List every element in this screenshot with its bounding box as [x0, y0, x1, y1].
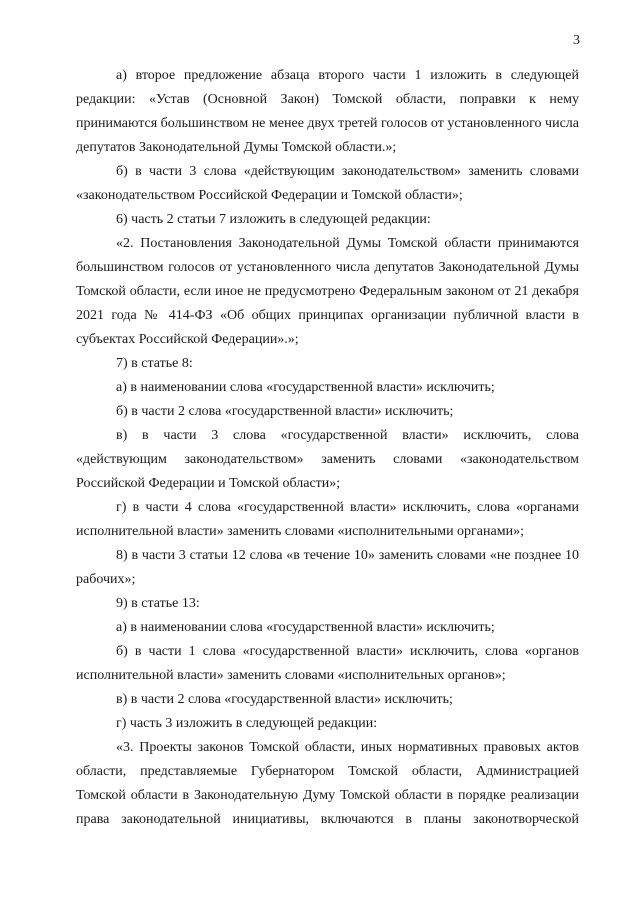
paragraph-8: 8) в части 3 статьи 12 слова «в течение 10» заменить словами «не позднее 10 рабочих»; — [76, 548, 579, 587]
paragraph-7d: г) в части 4 слова «государственной власти» исключить, слова «органами исполнительной власти» заменить словами «исполнительными органами»; — [76, 500, 579, 539]
paragraph-7b: б) в части 2 слова «государственной власти» исключить; — [116, 404, 454, 419]
paragraph-7c: в) в части 3 слова «государственной власти» исключить, слова «действующим законодательством» заменить словами «законодательством Российской Федерации и Томской области»; — [76, 428, 579, 491]
paragraph-3b: б) в части 3 слова «действующим законодательством» заменить словами «законодательством Российской Федерации и Томской области»; — [76, 164, 579, 203]
paragraph-9d-text: «3. Проекты законов Томской области, иных нормативных правовых актов области, представляемые Губернатором Томской области, Администрацией Томской области в Законодательную Думу Томской области в порядке реализации права законодательной инициативы, включаются в планы законотворческой — [76, 740, 579, 827]
paragraph-9b: б) в части 1 слова «государственной власти» исключить, слова «органов исполнительной власти» заменить словами «исполнительных органов»; — [76, 644, 579, 683]
paragraph-3a: а) второе предложение абзаца второго части 1 изложить в следующей редакции: «Устав (Основной Закон) Томской области, поправки к нему принимаются большинством не менее двух третей голосов от установленного числа депутатов Законодательной Думы Томской области.»; — [76, 68, 579, 155]
paragraph-9c: в) в части 2 слова «государственной власти» исключить; — [116, 692, 453, 707]
paragraph-9: 9) в статье 13: — [116, 596, 200, 611]
document-body — [76, 64, 579, 832]
paragraph-9d: г) часть 3 изложить в следующей редакции: — [116, 716, 378, 731]
page-number: 3 — [573, 33, 580, 48]
paragraph-7: 7) в статье 8: — [116, 356, 193, 371]
paragraph-9a: а) в наименовании слова «государственной власти» исключить; — [116, 620, 495, 635]
paragraph-6-text: «2. Постановления Законодательной Думы Томской области принимаются большинством голосов от установленного числа депутатов Законодательной Думы Томской области, если иное не предусмотрено Федеральным законом от 21 декабря 2021 года № 414-ФЗ «Об общих принципах организации публичной власти в субъектах Российской Федерации».»; — [76, 236, 579, 347]
paragraph-6: 6) часть 2 статьи 7 изложить в следующей редакции: — [116, 212, 431, 227]
paragraph-7a: а) в наименовании слова «государственной власти» исключить; — [116, 380, 495, 395]
